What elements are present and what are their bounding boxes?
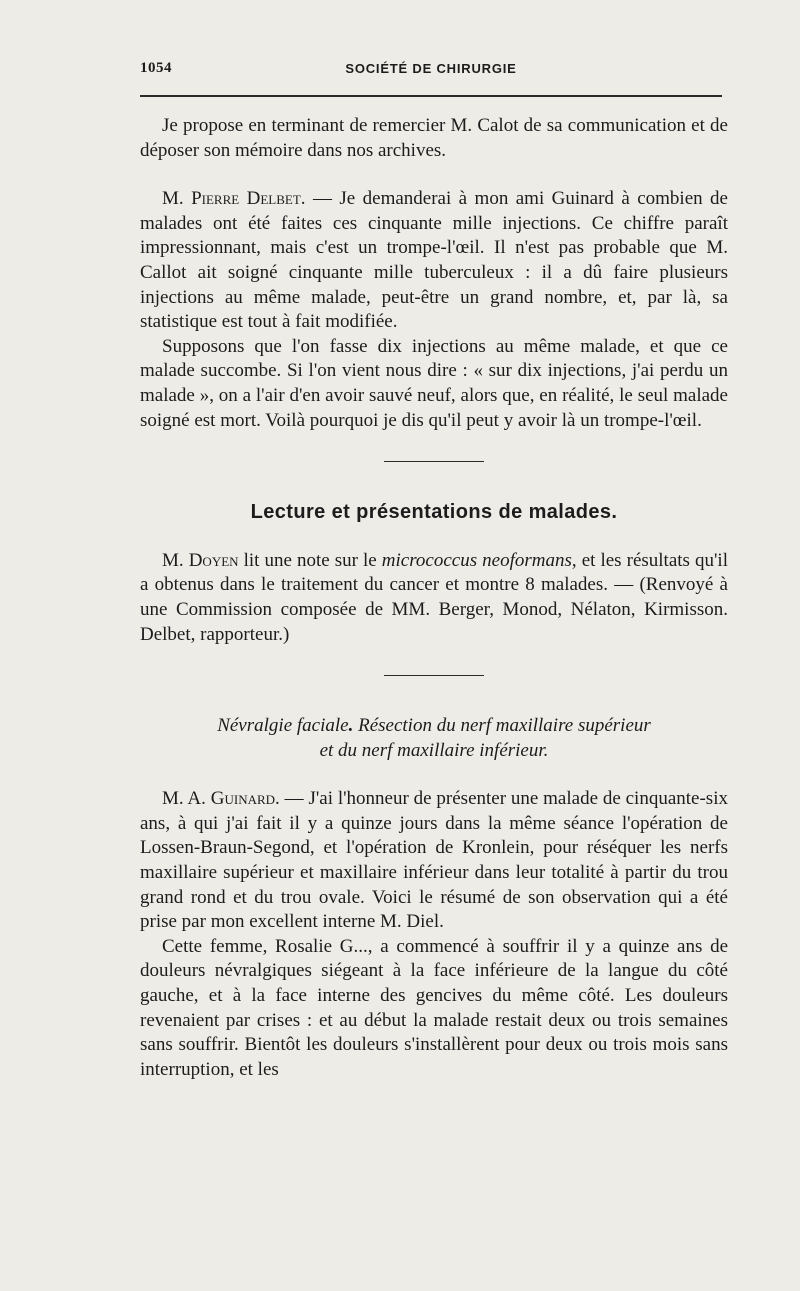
paragraph-closing-remark [140,114,728,163]
paragraph-text: lit une note sur le [238,549,382,571]
paragraph-supposons [140,335,728,433]
page-header [140,60,722,82]
subtitle-line2: et du nerf maxillaire inférieur. [319,739,549,761]
document-body [140,114,728,1082]
paragraph-text: Cette femme, Rosalie G..., a commencé à souffrir il y a quinze ans de douleurs névralgiques siégeant à la face inférieure de la langue du côté gauche, et à la face interne des gencives du même côté. Les douleurs revenaient par crises : et au début la malade restait deux ou trois semaines sans souffrir. Bientôt les douleurs s'installèrent pour deux ou trois mois sans interruption, et les [140,935,728,1080]
paragraph-text: . — Je demanderai à mon ami Guinard à combien de malades ont été faites ces cinquante mille injections. Ce chiffre paraît impressionnant, mais c'est un trompe-l'œil. Il n'est pas probable que M. Callot ait soigné cinquante mille tuberculeux : il a dû faire plusieurs injections au même malade, peut-être un grand nombre, et, par là, sa statistique est tout à fait modifiée. [140,188,728,333]
section-title-lecture: Lecture et présentations de malades. [250,501,618,524]
italic-term: micrococcus neoformans [381,549,572,571]
paragraph-guinard [140,787,728,935]
section-separator [384,675,484,676]
section-title-nevralgie [140,714,728,763]
paragraph-rosalie [140,935,728,1083]
speaker-prefix: M. A. [162,788,211,810]
paragraph-gap [140,163,728,187]
speaker-prefix: M. [162,549,189,571]
paragraph-doyen [140,549,728,647]
paragraph-delbet [140,187,728,335]
subtitle-part1: Névralgie faciale [217,715,349,737]
page-number: 1054 [140,60,172,76]
speaker-prefix: M. [162,188,192,210]
paragraph-text: , et les résultats qu'il a obtenus dans le traitement du cancer et montre 8 malades. — (Renvoyé à une Commission composée de MM. Berger, Monod, Nélaton, Kirmisson. Delbet, rapporteur.) [140,549,728,645]
paragraph-text: Je propose en terminant de remercier M. Calot de sa communication et de déposer son mémoire dans nos archives. [140,115,728,161]
paragraph-gap [140,525,728,549]
paragraph-gap [140,763,728,787]
paragraph-text: . — J'ai l'honneur de présenter une malade de cinquante-six ans, à qui j'ai fait il y a quinze jours dans la même séance l'opération de Lossen-Braun-Segond, et l'opération de Kronlein, pour réséquer les nerfs maxillaire supérieur et maxillaire inférieur dans leur totalité à partir du trou grand rond et du trou ovale. Voici le résumé de son observation qui a été prise par mon excellent interne M. Diel. [140,788,728,933]
paragraph-text: Supposons que l'on fasse dix injections au même malade, et que ce malade succombe. Si l'on vient nous dire : « sur dix injections, j'ai perdu un malade », on a l'air d'en avoir sauvé neuf, alors que, en réalité, le seul malade soigné est mort. Voilà pourquoi je dis qu'il peut y avoir là un trompe-l'œil. [140,335,728,431]
speaker-name: Pierre Delbet [191,188,301,210]
section-separator [384,461,484,462]
running-head: SOCIÉTÉ DE CHIRURGIE [345,61,517,76]
subtitle-dot: . [348,715,354,737]
speaker-name: Doyen [188,549,239,571]
subtitle-part2: Résection du nerf maxillaire supérieur [353,715,651,737]
speaker-name: Guinard [210,788,276,810]
header-rule [140,95,722,97]
